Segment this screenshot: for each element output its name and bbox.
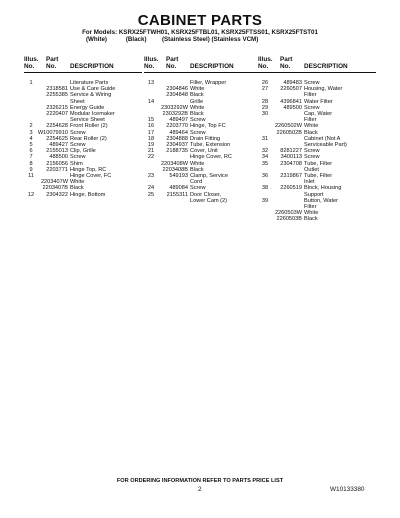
part-number: 489483 xyxy=(283,80,302,86)
description-line: Drain Fitting xyxy=(190,135,221,142)
illus-number: 39 xyxy=(261,197,269,204)
part-header xyxy=(166,56,178,70)
illus-number: 15 xyxy=(147,117,155,124)
part-number: 4396841 xyxy=(280,98,302,105)
part-number: 2188735 xyxy=(166,148,188,155)
part-no-header-label: No. xyxy=(280,63,291,70)
part-row xyxy=(144,192,262,204)
part-number: 489464 xyxy=(169,129,188,136)
part-row xyxy=(24,192,142,198)
part-number: 2304848 xyxy=(166,92,188,99)
part-number: 2326215 xyxy=(46,104,68,111)
description-line: White xyxy=(304,210,319,217)
description-line: Outlet xyxy=(304,166,319,173)
description-line: White xyxy=(304,123,319,130)
part-description xyxy=(70,192,142,198)
part-number: 2260502W xyxy=(274,123,302,130)
illus-number: 28 xyxy=(261,98,269,105)
part-header xyxy=(280,56,292,70)
part-number: 2254628 xyxy=(46,123,68,130)
part-number: 2203408W xyxy=(160,160,188,167)
part-no-header-label: No. xyxy=(166,63,177,70)
illus-header-label: Illus. xyxy=(24,56,39,63)
description-line: Clamp, Service xyxy=(190,173,228,180)
description-line: Lower Cam (2) xyxy=(190,197,227,204)
part-row xyxy=(258,216,376,222)
description-line: Screw xyxy=(190,185,206,192)
illus-number: 11 xyxy=(28,173,34,180)
description-line: Cap, Water xyxy=(304,111,333,118)
description-header: DESCRIPTION xyxy=(190,63,234,70)
part-number: 2303292B xyxy=(162,111,188,118)
description-line: Black xyxy=(190,166,204,173)
part-number: 2156056 xyxy=(46,160,68,167)
illus-number: 12 xyxy=(27,191,35,198)
part-number: 2203407B xyxy=(42,185,68,192)
part-description xyxy=(304,86,376,98)
description-line: Service Sheet xyxy=(70,117,105,124)
description-line: White xyxy=(190,104,205,111)
illus-number: 19 xyxy=(147,142,155,149)
description-line: Hinge, Top FC xyxy=(190,123,226,130)
description-line: Use & Care Guide xyxy=(70,86,116,93)
description-line: Screw xyxy=(304,148,320,155)
illus-header xyxy=(24,56,39,70)
parts-column-1 xyxy=(24,56,142,198)
description-line: Clip, Grille xyxy=(70,148,96,155)
parts-column-3 xyxy=(258,56,376,223)
illus-number: 1 xyxy=(29,80,33,86)
description-line: Cabinet (Not A xyxy=(304,135,341,142)
part-description xyxy=(190,192,262,204)
description-line: Tube, Extension xyxy=(190,142,231,149)
part-description xyxy=(304,111,376,123)
ordering-footer: FOR ORDERING INFORMATION REFER TO PARTS PRICE LIST xyxy=(116,478,284,484)
models-subtitle xyxy=(0,29,400,43)
description-line: Serviceable Part) xyxy=(304,142,347,149)
description-line: Inlet xyxy=(304,179,315,186)
part-no-header-label: No. xyxy=(46,63,57,70)
part-header-label: Part xyxy=(166,56,179,63)
parts-list xyxy=(144,80,262,204)
illus-number: 22 xyxy=(147,154,155,161)
illus-number: 34 xyxy=(261,154,269,161)
page-number: 2 xyxy=(198,486,202,493)
part-number: 489084 xyxy=(169,185,188,192)
description-line: Support xyxy=(304,191,324,198)
column-header xyxy=(258,56,376,72)
description-line: Filter xyxy=(304,117,317,124)
description-line: Cord xyxy=(190,179,203,186)
part-header-label: Part xyxy=(46,56,59,63)
part-number: W10079910 xyxy=(37,129,68,136)
part-number: 2254625 xyxy=(46,135,68,142)
description-line: Housing, Water xyxy=(304,86,343,93)
illus-header-label: Illus. xyxy=(144,56,159,63)
description-line: Filler, Wrapper xyxy=(190,80,227,86)
description-line: Button, Water xyxy=(304,197,338,204)
part-row xyxy=(258,173,376,185)
illus-no-header-label: No. xyxy=(144,63,155,70)
models-line: For Models: KSRX25FTWH01, KSRX25FTBL01, KSRX25FTSS01, KSRX25FTST01 xyxy=(82,29,318,36)
illus-header xyxy=(144,56,159,70)
illus-number: 3 xyxy=(29,129,33,136)
document-number: W10133380 xyxy=(330,486,365,493)
description-line: Screw xyxy=(190,129,206,136)
description-line: Hinge, Bottom xyxy=(70,191,106,198)
part-number: 3400113 xyxy=(280,154,302,161)
column-header xyxy=(144,56,262,72)
part-number: 489497 xyxy=(169,117,188,124)
part-number: 2155311 xyxy=(166,191,188,198)
part-description xyxy=(304,136,376,148)
illus-number: 16 xyxy=(147,123,155,130)
part-number: 489500 xyxy=(283,104,302,111)
description-line: Black xyxy=(70,185,84,192)
part-header-label: Part xyxy=(280,56,293,63)
description-line: Water Filter xyxy=(304,98,333,105)
illus-number: 38 xyxy=(261,185,269,192)
illus-number: 27 xyxy=(261,86,269,93)
part-header xyxy=(46,56,58,70)
part-number: 8281227 xyxy=(280,148,302,155)
illus-number: 21 xyxy=(147,148,155,155)
description-line: White xyxy=(70,179,85,186)
illus-number: 25 xyxy=(147,191,155,198)
illus-number: 4 xyxy=(29,135,33,142)
part-row xyxy=(258,198,376,210)
part-number: 549193 xyxy=(169,173,188,180)
description-line: Filter xyxy=(304,204,317,211)
description-line: Screw xyxy=(304,104,320,111)
illus-no-header-label: No. xyxy=(24,63,35,70)
description-line: Door Closer, xyxy=(190,191,222,198)
illus-number: 13 xyxy=(147,80,155,86)
description-line: Black xyxy=(304,216,318,223)
part-description xyxy=(304,161,376,173)
part-number: 2203408B xyxy=(162,166,188,173)
description-line: Filter xyxy=(304,92,317,99)
illus-number: 9 xyxy=(29,166,33,173)
part-number: 2304322 xyxy=(46,191,68,198)
part-description xyxy=(304,198,376,210)
illus-number: 30 xyxy=(261,111,269,118)
illus-number: 24 xyxy=(147,185,155,192)
illus-number: 31 xyxy=(261,135,269,142)
description-line: Hinge Cover, RC xyxy=(190,154,232,161)
illus-number: 29 xyxy=(261,104,269,111)
description-line: Hinge Cover, FC xyxy=(70,173,112,180)
description-line: Black xyxy=(304,129,318,136)
description-line: Shim xyxy=(70,160,83,167)
part-row xyxy=(258,136,376,148)
description-line: Sheet xyxy=(70,98,85,105)
description-line: Energy Guide xyxy=(70,104,105,111)
header-rule xyxy=(24,72,142,73)
part-number: 2203770 xyxy=(166,123,188,130)
description-line: Rear Roller (2) xyxy=(70,135,107,142)
part-number: 2255385 xyxy=(46,92,68,99)
part-description xyxy=(304,216,376,222)
illus-number: 14 xyxy=(147,98,155,105)
description-line: Screw xyxy=(70,129,86,136)
description-line: Tube, Filter xyxy=(304,173,333,180)
part-number: 2304937 xyxy=(166,142,188,149)
description-line: Screw xyxy=(70,154,86,161)
description-line: Cover, Unit xyxy=(190,148,218,155)
illus-number: 6 xyxy=(29,148,33,155)
illus-number: 17 xyxy=(147,129,155,136)
parts-list xyxy=(24,80,142,198)
description-line: Black xyxy=(190,111,204,118)
description-line: Service & Wiring xyxy=(70,92,112,99)
header-rule xyxy=(258,72,376,73)
part-row xyxy=(24,92,142,104)
illus-no-header-label: No. xyxy=(258,63,269,70)
column-header xyxy=(24,56,142,72)
description-line: Tube, Filter xyxy=(304,160,333,167)
part-number: 2319867 xyxy=(280,173,302,180)
part-number: 2260503W xyxy=(274,210,302,217)
part-number: 488500 xyxy=(49,154,68,161)
description-line: Hinge Top, RC xyxy=(70,166,107,173)
part-number: 2304888 xyxy=(166,135,188,142)
colors-line: (White) (Black) (Stainless Steel) (Stainless VCM) xyxy=(86,36,259,43)
part-number: 2304708 xyxy=(280,160,302,167)
description-header: DESCRIPTION xyxy=(70,63,114,70)
part-description xyxy=(304,173,376,185)
part-row xyxy=(258,161,376,173)
part-row xyxy=(144,173,262,185)
part-row xyxy=(258,86,376,98)
illus-number: 32 xyxy=(261,148,269,155)
description-line: Black xyxy=(190,92,204,99)
part-row xyxy=(258,111,376,123)
description-line: Screw xyxy=(70,142,86,149)
part-description xyxy=(190,173,262,185)
description-header: DESCRIPTION xyxy=(304,63,348,70)
part-description xyxy=(304,185,376,197)
description-line: Literature Parts xyxy=(70,80,109,86)
part-number: 2260503B xyxy=(276,216,302,223)
description-line: Screw xyxy=(304,154,320,161)
illus-number: 23 xyxy=(147,173,155,180)
parts-column-2 xyxy=(144,56,262,204)
part-number: 2260519 xyxy=(280,185,302,192)
illus-number: 2 xyxy=(29,123,33,130)
part-number: 489427 xyxy=(49,142,68,149)
part-number: 2203407W xyxy=(40,179,68,186)
illus-number: 5 xyxy=(29,142,33,149)
illus-number: 18 xyxy=(147,135,155,142)
part-number: 2203771 xyxy=(46,166,68,173)
part-row xyxy=(258,185,376,197)
illus-number: 26 xyxy=(261,80,269,86)
part-number: 2220407 xyxy=(46,111,68,118)
part-number: 2260502B xyxy=(276,129,302,136)
illus-header-label: Illus. xyxy=(258,56,273,63)
part-number: 2318581 xyxy=(46,86,68,93)
part-description xyxy=(70,92,142,104)
description-line: Screw xyxy=(304,80,320,86)
description-line: Block, Housing xyxy=(304,185,342,192)
part-number: 2260507 xyxy=(280,86,302,93)
parts-list xyxy=(258,80,376,223)
illus-number: 8 xyxy=(29,160,33,167)
description-line: Modular Icemaker xyxy=(70,111,115,118)
description-line: White xyxy=(190,86,205,93)
part-number: 2304846 xyxy=(166,86,188,93)
illus-number: 35 xyxy=(261,160,269,167)
description-line: Front Roller (2) xyxy=(70,123,108,130)
header-rule xyxy=(144,72,262,73)
description-line: White xyxy=(190,160,205,167)
illus-number: 7 xyxy=(29,154,33,161)
part-row xyxy=(24,111,142,123)
illus-header xyxy=(258,56,273,70)
description-line: Screw xyxy=(190,117,206,124)
part-description xyxy=(70,111,142,123)
illus-number: 36 xyxy=(261,173,269,180)
part-number: 2155013 xyxy=(46,148,68,155)
page-title: CABINET PARTS xyxy=(137,12,263,29)
description-line: Grille xyxy=(190,98,204,105)
part-number: 2303292W xyxy=(160,104,188,111)
